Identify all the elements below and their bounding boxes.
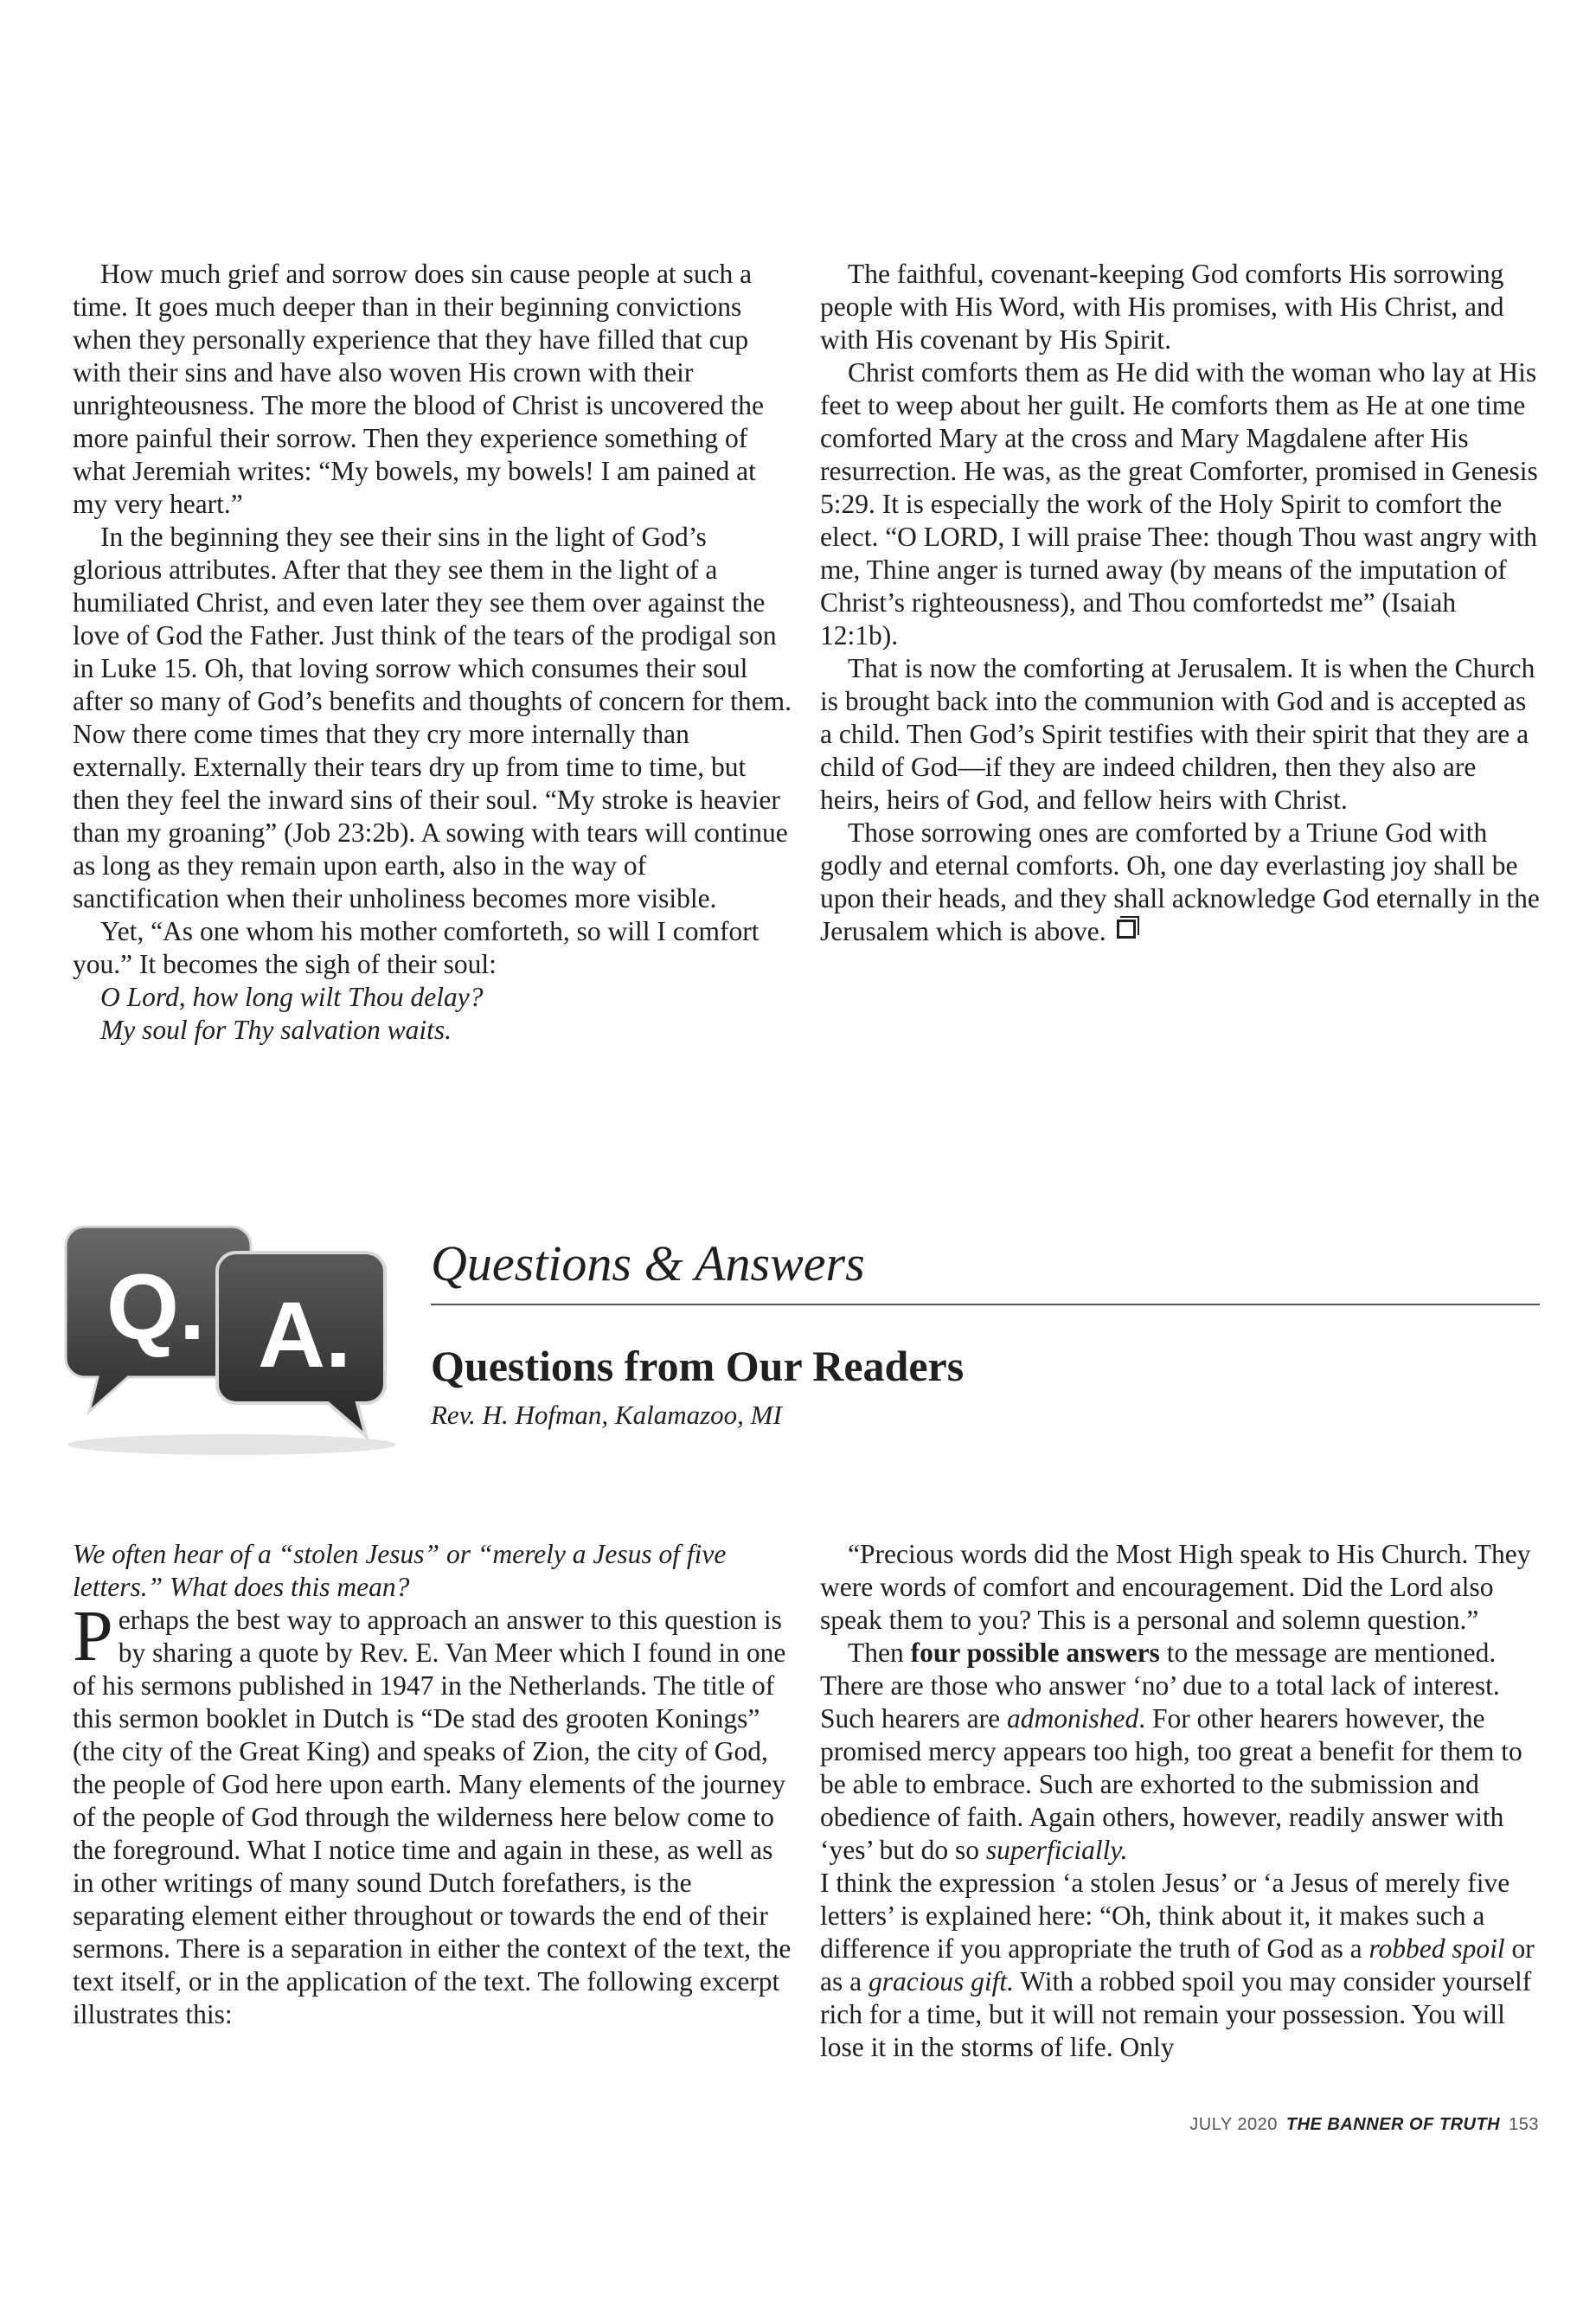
- drop-cap: P: [73, 1596, 113, 1676]
- qa-speech-bubbles-icon: [59, 1218, 405, 1460]
- page-footer: [1189, 2115, 1539, 2135]
- section-title: Questions & Answers: [431, 1235, 865, 1292]
- verse-line: O Lord, how long wilt Thou delay?: [100, 982, 484, 1012]
- paragraph: Yet, “As one whom his mother comforteth, so will I comfort you.” It becomes the sigh of their soul:: [73, 916, 760, 979]
- issue-date: JULY 2020: [1189, 2115, 1278, 2134]
- italic-word: admonished: [1007, 1703, 1139, 1734]
- end-mark-icon: [1117, 920, 1136, 939]
- bottom-right-column: [820, 1538, 1540, 2064]
- paragraph: [73, 1596, 792, 2031]
- italic-phrase: robbed spoil: [1368, 1933, 1505, 1964]
- reader-question: We often hear of a “stolen Jesus” or “merely a Jesus of five letters.” What does this mean?: [73, 1539, 727, 1602]
- bold-phrase: four possible answers: [910, 1638, 1160, 1668]
- verse-line: My soul for Thy salvation waits.: [100, 1015, 452, 1045]
- magazine-name: THE BANNER OF TRUTH: [1285, 2115, 1501, 2134]
- paragraph: Christ comforts them as He did with the woman who lay at His feet to weep about her guilt. He comforts them as He at one time comforted Mary at the cross and Mary Magdalene after His resurrection. He was, as the great Comforter, promised in Genesis 5:29. It is especially the work of the Holy Spirit to comfort the elect. “O LORD, I will praise Thee: though Thou wast angry with me, Thine anger is turned away (by means of the imputation of Christ’s righteousness), and Thou comfortedst me” (Isaiah 12:1b).: [820, 357, 1538, 651]
- paragraph: I think the expression ‘a stolen Jesus’ or ‘a Jesus of merely five letters’ is explained here: “Oh, think about it, it makes such a difference if you appropriate the truth of God as a robbed spoil or as a gracious gift. With a robbed spoil you may consider yourself rich for a time, but it will not remain your possession. You will lose it in the storms of life. Only: [820, 1868, 1535, 2062]
- italic-word: superficially.: [985, 1835, 1128, 1865]
- paragraph: The faithful, covenant-keeping God comforts His sorrowing people with His Word, with His promises, with His Christ, and with His covenant by His Spirit.: [820, 259, 1504, 355]
- top-left-column: [73, 258, 792, 1047]
- q-letter: Q.: [106, 1254, 206, 1359]
- a-letter: A.: [258, 1282, 351, 1387]
- paragraph-text: Those sorrowing ones are comforted by a Triune God with godly and eternal comforts. Oh, one day everlasting joy shall be upon their heads, and they shall acknowledge God eternally in the Jerusalem which is above.: [820, 817, 1540, 946]
- section-divider: [431, 1304, 1540, 1305]
- paragraph: That is now the comforting at Jerusalem. It is when the Church is brought back into the communion with God and is accepted as a child. Then God’s Spirit testifies with their spirit that they are a child of God—if they are indeed children, then they also are heirs, heirs of God, and fellow heirs with Christ.: [820, 653, 1535, 815]
- paragraph-text: erhaps the best way to approach an answer to this question is by sharing a quote by Rev. E. Van Meer which I found in one of his sermons published in 1947 in the Netherlands. The title of this sermon booklet in Dutch is “De stad des grooten Konings” (the city of the Great King) and speaks of Zion, the city of God, the people of God here upon earth. Many elements of the journey of the people of God through the wilderness here below come to the foreground. What I notice time and again in these, as well as in other writings of many sound Dutch forefathers, is the separating element either throughout or towards the end of their sermons. There is a separation in either the context of the text, the text itself, or in the application of the text. The following excerpt illustrates this:: [73, 1605, 792, 2029]
- paragraph: Then four possible answers to the message are mentioned. There are those who answer ‘no’ due to a total lack of interest. Such hearers are admonished. For other hearers however, the promised mercy appears too high, too great a benefit for them to be able to embrace. Such are exhorted to the submission and obedience of faith. Again others, however, readily answer with ‘yes’ but do so superficially.: [820, 1638, 1522, 1865]
- bottom-left-column: [73, 1538, 792, 2031]
- paragraph: In the beginning they see their sins in the light of God’s glorious attributes. After that they see them in the light of a humiliated Christ, and even later they see them over against the love of God the Father. Just think of the tears of the prodigal son in Luke 15. Oh, that loving sorrow which consumes their soul after so many of God’s benefits and thoughts of concern for them. Now there come times that they cry more internally than externally. Externally their tears dry up from time to time, but then they feel the inward sins of their soul. “My stroke is heavier than my groaning” (Job 23:2b). A sowing with tears will continue as long as they remain upon earth, also in the way of sanctification when their unholiness becomes more visible.: [73, 522, 792, 913]
- byline: Rev. H. Hofman, Kalamazoo, MI: [431, 1400, 782, 1430]
- quote-paragraph: “Precious words did the Most High speak to His Church. They were words of comfort and encouragement. Did the Lord also speak them to you? This is a personal and solemn question.”: [820, 1539, 1531, 1635]
- article-title: Questions from Our Readers: [431, 1342, 965, 1390]
- page-number: 153: [1509, 2115, 1539, 2134]
- paragraph: How much grief and sorrow does sin cause people at such a time. It goes much deeper than in their beginning convictions when they personally experience that they have filled that cup with their sins and have also woven His crown with their unrighteousness. The more the blood of Christ is uncovered the more painful their sorrow. Then they experience something of what Jeremiah writes: “My bowels, my bowels! I am pained at my very heart.”: [73, 259, 765, 519]
- paragraph: [820, 817, 1540, 948]
- italic-phrase: gracious gift.: [868, 1966, 1014, 1997]
- top-right-column: [820, 258, 1540, 948]
